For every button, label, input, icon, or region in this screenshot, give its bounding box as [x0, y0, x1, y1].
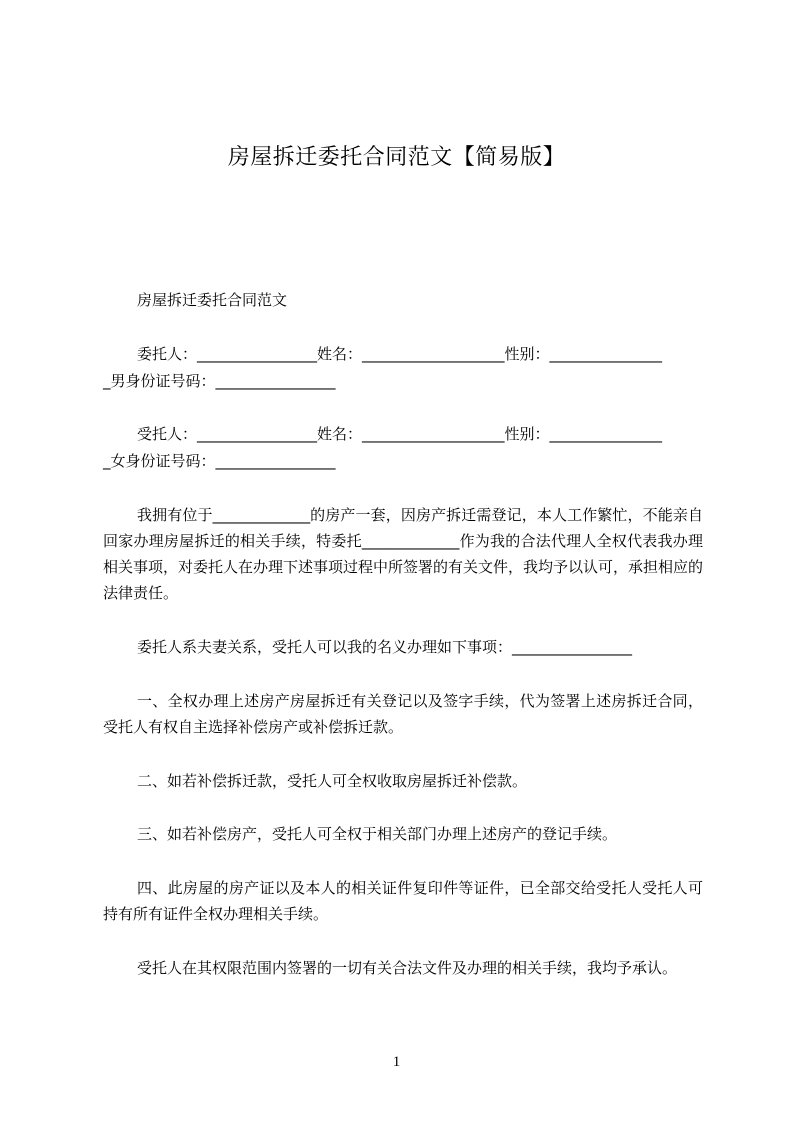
relation-paragraph: 委托人系夫妻关系，受托人可以我的名义办理如下事项：________________ — [137, 638, 633, 656]
principal-line-2: _男身份证号码：________________ — [103, 372, 336, 390]
document-subtitle: 房屋拆迁委托合同范文 — [137, 291, 288, 309]
item-2-paragraph: 二、如若补偿拆迁款，受托人可全权收取房屋拆迁补偿款。 — [137, 772, 528, 790]
acknowledge-paragraph: 受托人在其权限范围内签署的一切有关合法文件及办理的相关手续，我均予承认。 — [137, 959, 678, 977]
document-title: 房屋拆迁委托合同范文【简易版】 — [227, 145, 566, 170]
page-number: 1 — [392, 1054, 401, 1070]
ownership-paragraph: 我拥有位于_____________的房产一套，因房产拆迁需登记，本人工作繁忙，不能亲自回家办理房屋拆迁的相关手续，特委托_____________作为我的合法代理人全权代表我办理相关事项，对委托人在办理下述事项过程中所签署的有关文件，我均予以认可，承担相应的法律责任。 — [103, 506, 704, 602]
item-1-paragraph: 一、全权办理上述房产房屋拆迁有关登记以及签字手续，代为签署上述房拆迁合同，受托人有权自主选择补偿房产或补偿拆迁款。 — [103, 692, 703, 736]
agent-line-2: _女身份证号码：________________ — [103, 452, 336, 470]
item-3-paragraph: 三、如若补偿房产，受托人可全权于相关部门办理上述房产的登记手续。 — [137, 825, 618, 843]
principal-line-1: 委托人：________________姓名：___________________性别：_______________ — [137, 345, 663, 363]
agent-line-1: 受托人：________________姓名：___________________性别：_______________ — [137, 425, 663, 443]
item-4-paragraph: 四、此房屋的房产证以及本人的相关证件复印件等证件，已全部交给受托人受托人可持有所有证件全权办理相关手续。 — [103, 879, 703, 923]
